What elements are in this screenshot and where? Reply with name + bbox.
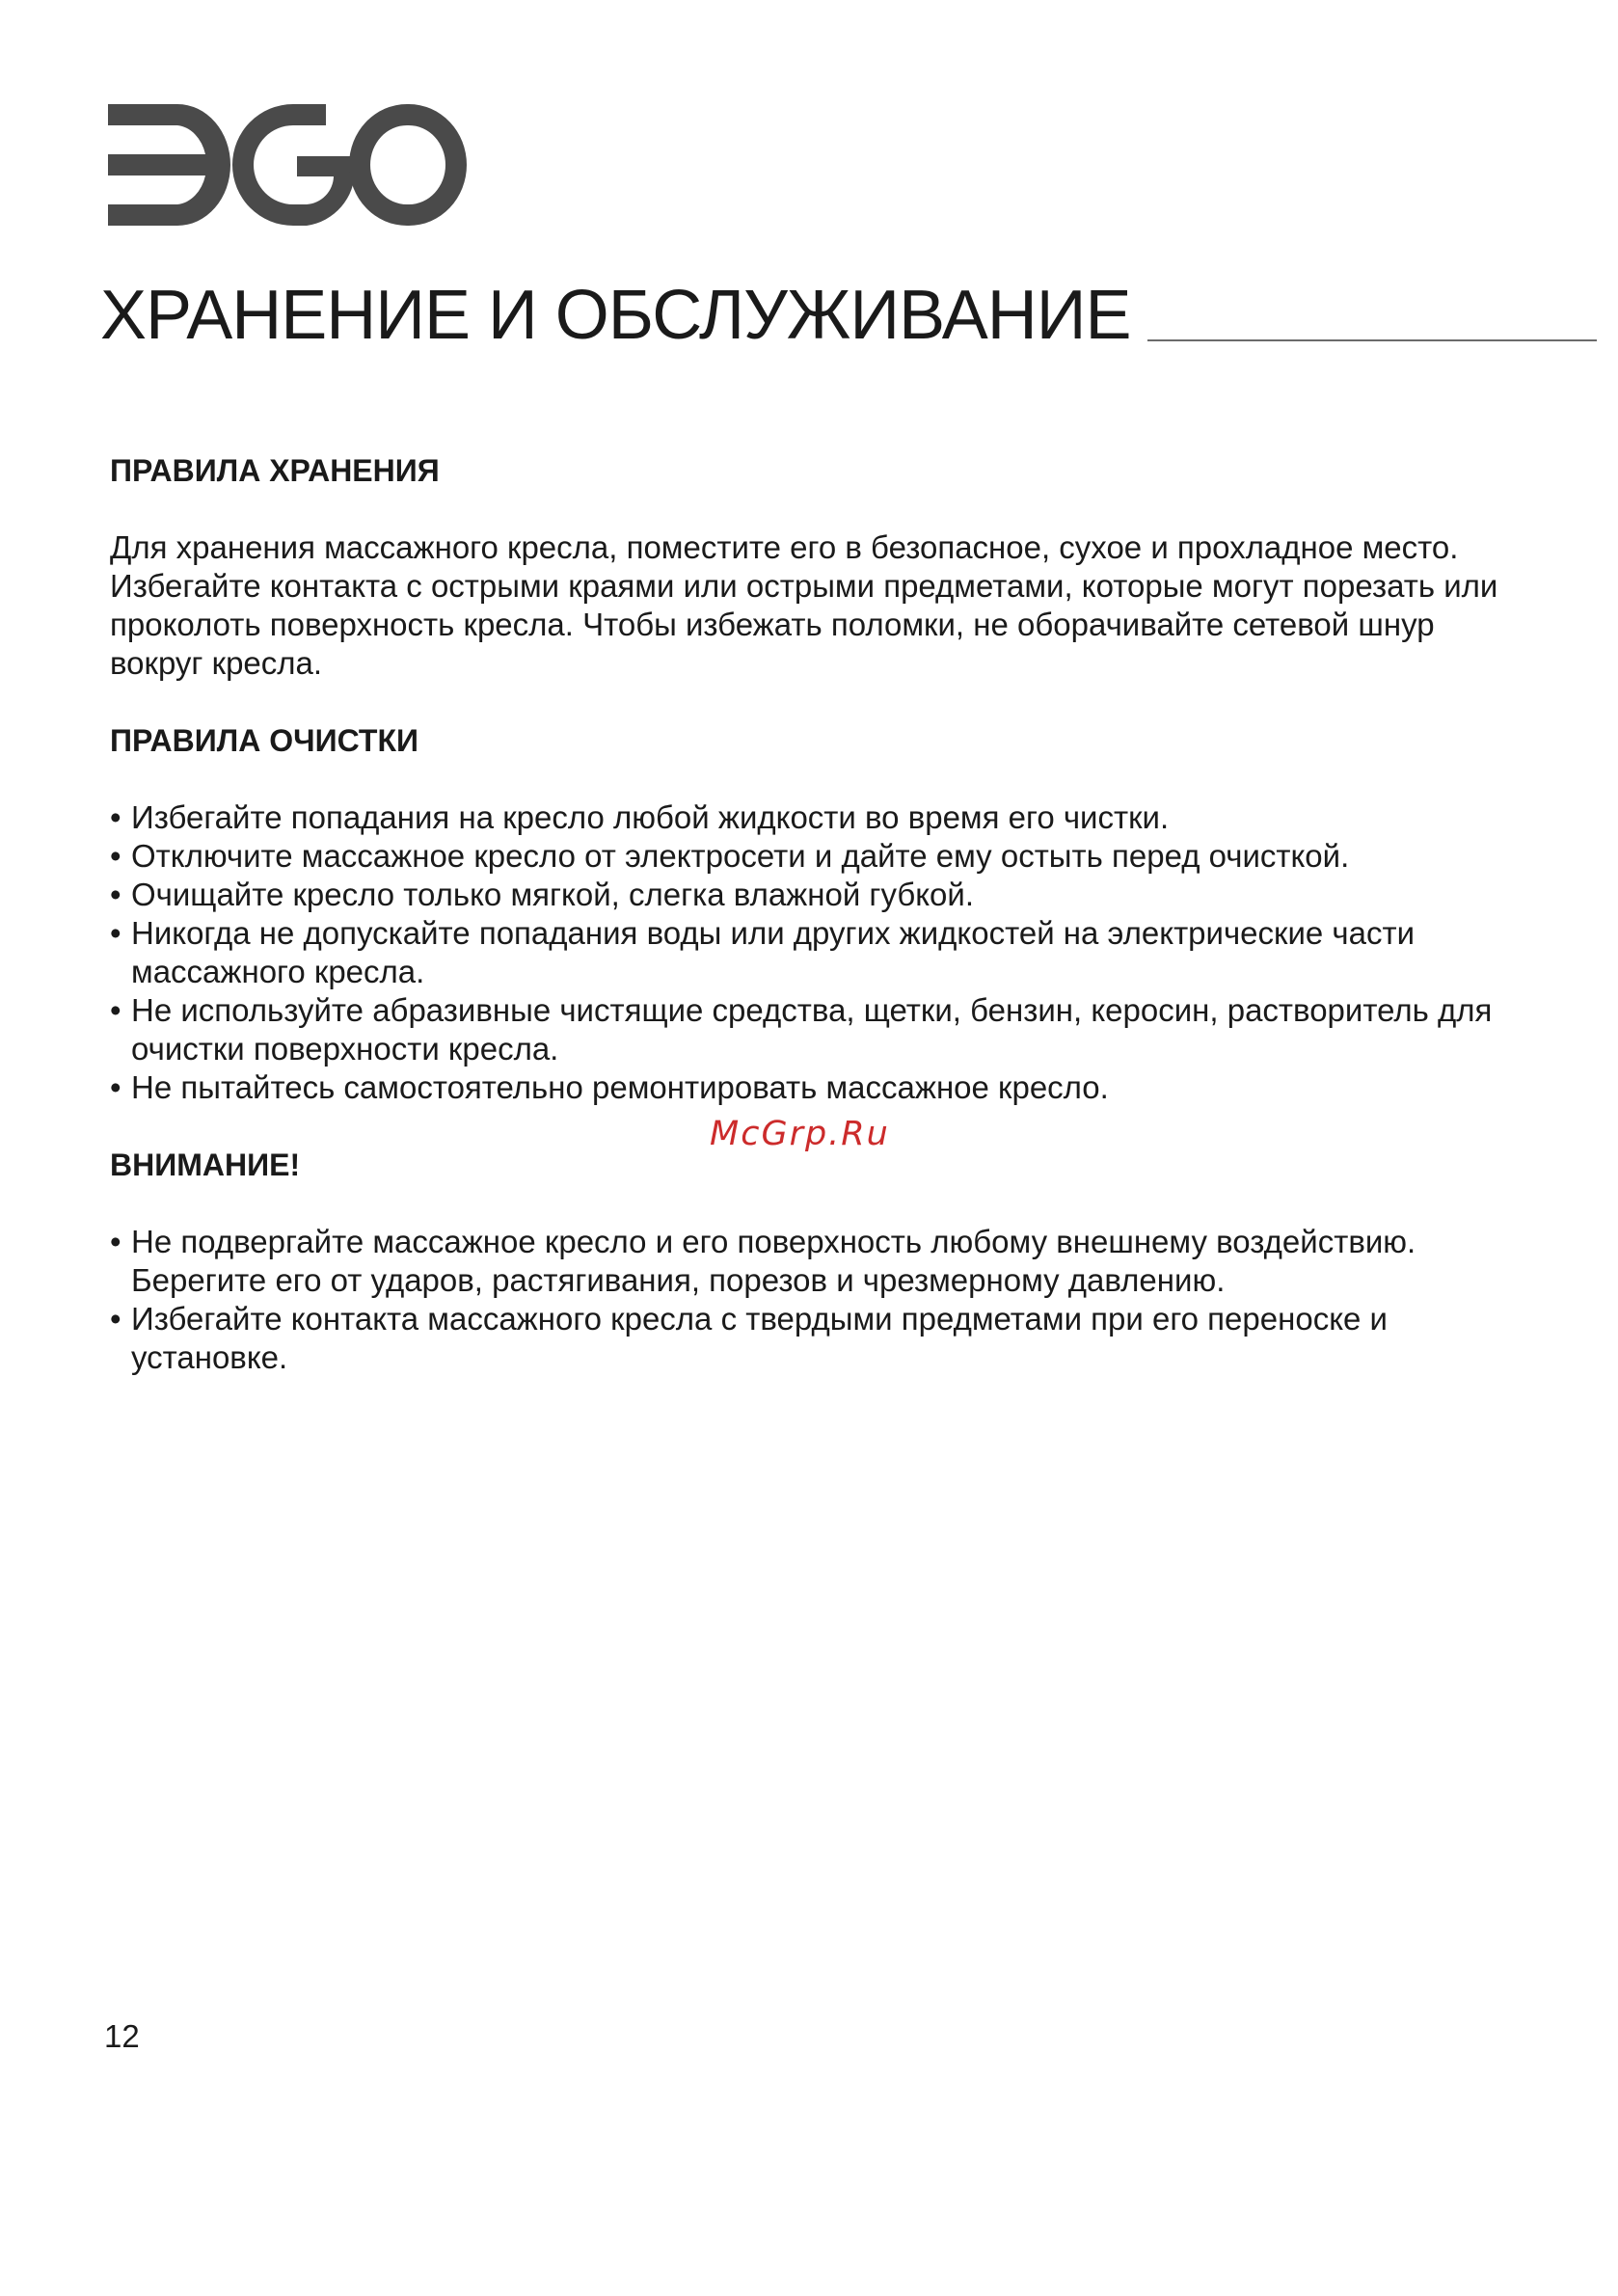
list-item: • Не пытайтесь самостоятельно ремонтировать массажное кресло. xyxy=(110,1069,1109,1105)
ego-logo-icon xyxy=(108,104,467,226)
brand-logo xyxy=(108,104,467,226)
list-item: • Очищайте кресло только мягкой, слегка влажной губкой. xyxy=(110,877,975,912)
storage-heading: ПРАВИЛА ХРАНЕНИЯ xyxy=(110,453,440,488)
list-item: • Не подвергайте массажное кресло и его поверхность любому внешнему воздействию. Берегите его от ударов, растягивания, порезов и чрезмерному давлению. xyxy=(110,1224,1416,1298)
list-item: • Избегайте попадания на кресло любой жидкости во время его чистки. xyxy=(110,799,1170,835)
content xyxy=(110,451,1518,1377)
cleaning-list xyxy=(110,798,1518,1107)
page-number: 12 xyxy=(104,2018,140,2054)
watermark: McGrp.Ru xyxy=(710,1115,890,1153)
title-row xyxy=(100,272,1605,359)
list-item: • Отключите массажное кресло от электросети и дайте ему остыть перед очисткой. xyxy=(110,838,1350,874)
list-item: • Никогда не допускайте попадания воды или других жидкостей на электрические части массажного кресла. xyxy=(110,915,1416,989)
page-title: ХРАНЕНИЕ И ОБСЛУЖИВАНИЕ xyxy=(100,277,1131,354)
warning-heading: ВНИМАНИЕ! xyxy=(110,1148,301,1182)
cleaning-heading: ПРАВИЛА ОЧИСТКИ xyxy=(110,723,418,758)
title-underline-rule xyxy=(1147,339,1597,341)
storage-text: Для хранения массажного кресла, поместите его в безопасное, сухое и прохладное место. Избегайте контакта с острыми краями или острыми предметами, которые могут порезать или проколоть поверхность кресла. Чтобы избежать поломки, не оборачивайте сетевой шнур вокруг кресла. xyxy=(110,529,1498,681)
list-item: • Не используйте абразивные чистящие средства, щетки, бензин, керосин, растворитель для очистки поверхности кресла. xyxy=(110,992,1493,1067)
warning-list xyxy=(110,1223,1518,1377)
list-item: • Избегайте контакта массажного кресла с твердыми предметами при его переноске и установке. xyxy=(110,1301,1388,1375)
